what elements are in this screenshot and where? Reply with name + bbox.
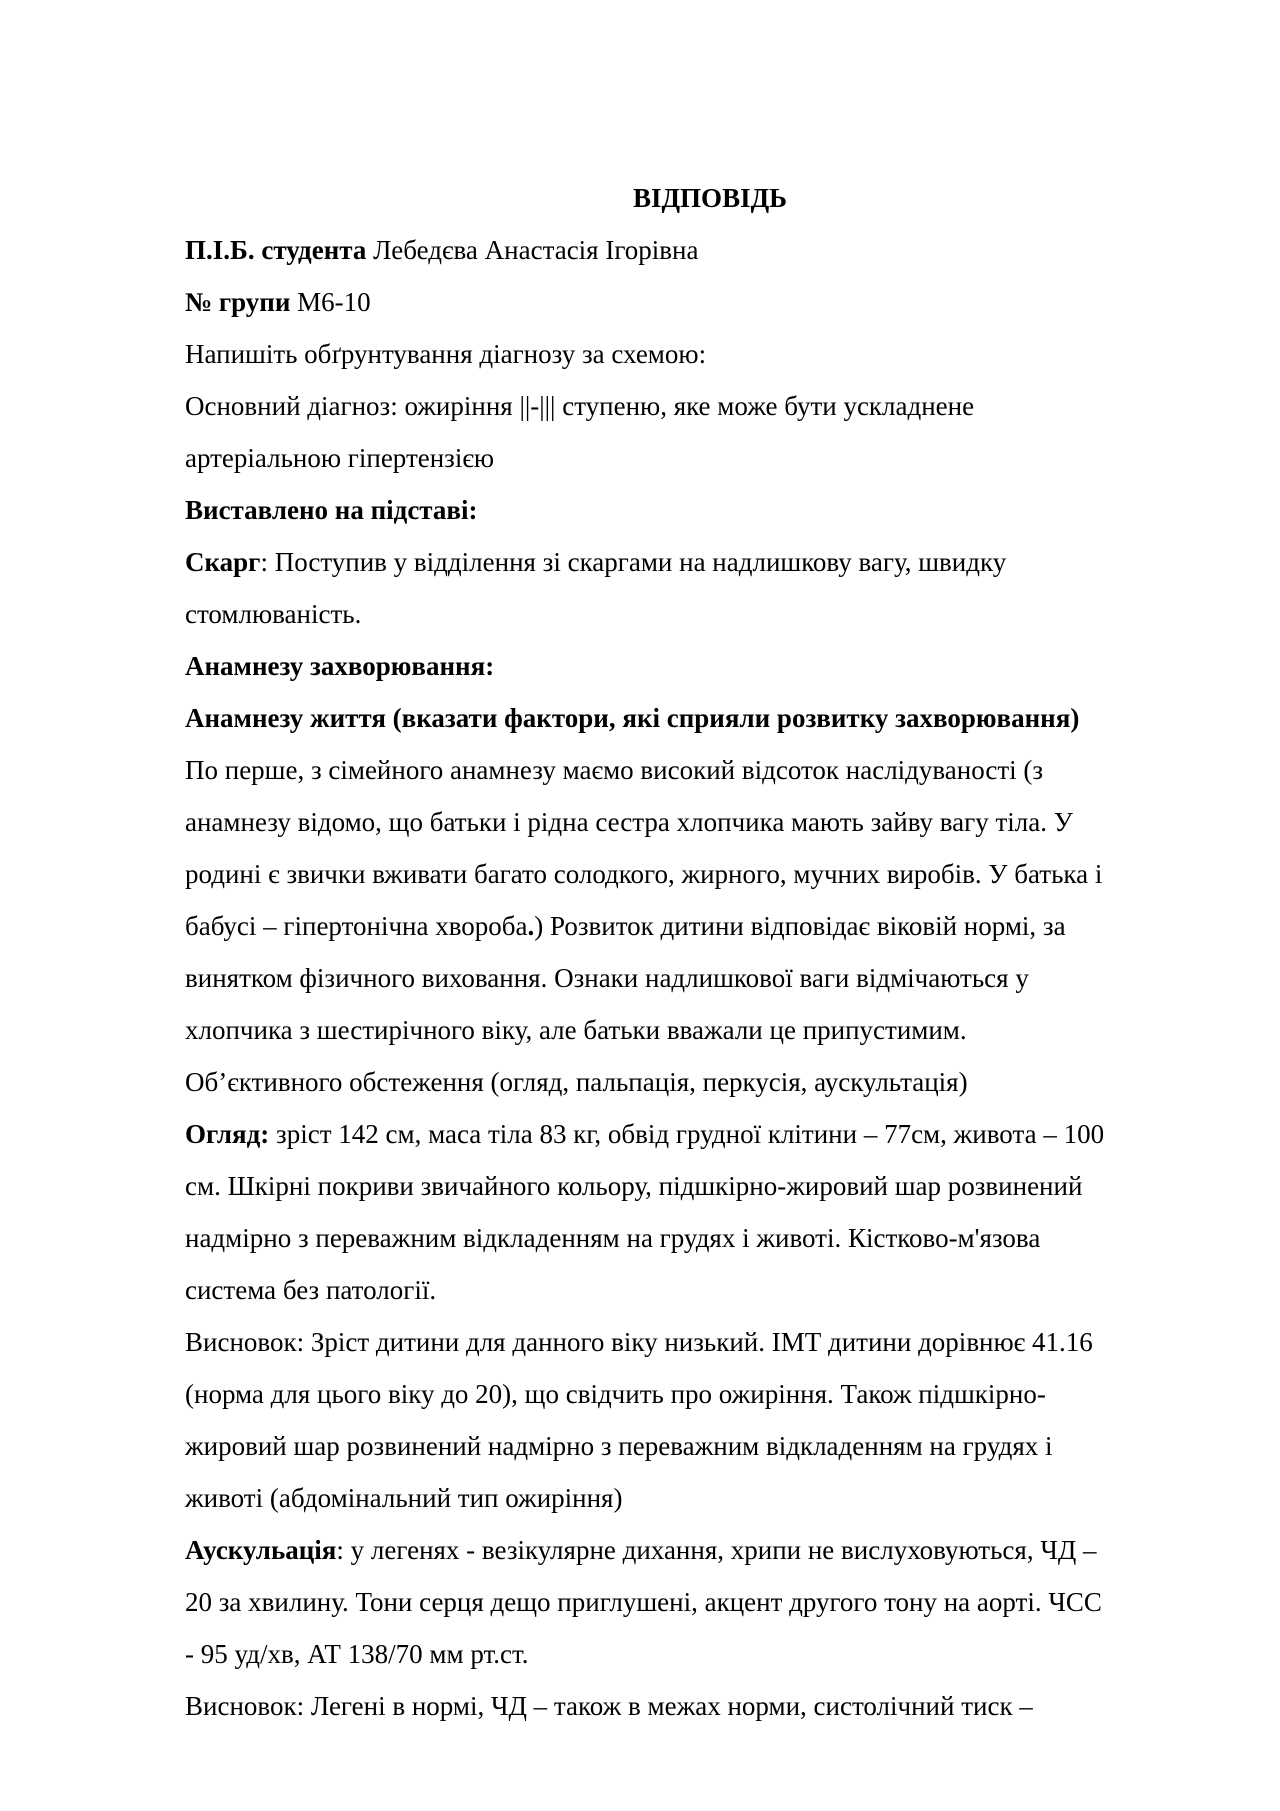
- complaints-label: Скарг: [185, 547, 261, 577]
- instruction-text: Напишіть обґрунтування діагнозу за схемою:: [185, 339, 707, 369]
- exam-line-3: надмірно з переважним відкладенням на грудях і животі. Кістково-м'язова: [185, 1223, 1041, 1253]
- life-history-bold-dot: .: [527, 911, 535, 941]
- complaints-line-1: [185, 536, 1205, 588]
- life-history-line-1: По перше, з сімейного анамнезу маємо високий відсоток наслідуваності (з: [185, 755, 1044, 785]
- life-history-line-4: [185, 900, 1205, 952]
- exam-label: Огляд:: [185, 1119, 270, 1149]
- life-history-line-4-start: бабусі – гіпертонічна хвороба: [185, 911, 528, 941]
- life-history-line-3: родині є звички вживати багато солодкого, жирного, мучних виробів. У батька і: [185, 859, 1103, 889]
- objective-exam-heading: Об’єктивного обстеження (огляд, пальпація, перкусія, аускультація): [185, 1067, 968, 1097]
- disease-history-heading: Анамнезу захворювання:: [185, 651, 495, 681]
- conclusion-1-line-4: животі (абдомінальний тип ожиріння): [185, 1483, 623, 1513]
- auscultation-line-1: [185, 1524, 1205, 1576]
- group-number: М6-10: [290, 287, 371, 317]
- conclusion-1-line-3: жировий шар розвинений надмірно з переважним відкладенням на грудях і: [185, 1431, 1053, 1461]
- group-line: [185, 276, 1205, 328]
- exam-line-2: см. Шкірні покриви звичайного кольору, підшкірно-жировий шар розвинений: [185, 1171, 1083, 1201]
- conclusion-1-line-1: Висновок: Зріст дитини для данного віку низький. ІМТ дитини дорівнює 41.16: [185, 1327, 1093, 1357]
- document-title: ВІДПОВІДЬ: [632, 183, 788, 213]
- complaints-line-2: стомлюваність.: [185, 599, 362, 629]
- complaints-text: : Поступив у відділення зі скаргами на надлишкову вагу, швидку: [260, 547, 1007, 577]
- student-label: П.І.Б. студента: [185, 235, 367, 265]
- exam-line-1: [185, 1108, 1205, 1160]
- conclusion-1-line-2: (норма для цього віку до 20), що свідчить про ожиріння. Також підшкірно-: [185, 1379, 1046, 1409]
- group-label: № групи: [185, 287, 291, 317]
- conclusion-2-line-1: Висновок: Легені в нормі, ЧД – також в межах норми, систолічний тиск –: [185, 1691, 1033, 1721]
- diagnosis-line-2: артеріальною гіпертензією: [185, 443, 495, 473]
- exam-line-4: система без патології.: [185, 1275, 437, 1305]
- life-history-line-2: анамнезу відомо, що батьки і рідна сестра хлопчика мають зайву вагу тіла. У: [185, 807, 1073, 837]
- life-history-line-5: винятком фізичного виховання. Ознаки надлишкової ваги відмічаються у: [185, 963, 1029, 993]
- auscultation-label: Аускульація: [185, 1535, 337, 1565]
- document-body: [185, 172, 1205, 1732]
- auscultation-text: : у легенях - везікулярне дихання, хрипи не вислуховуються, ЧД –: [336, 1535, 1097, 1565]
- life-history-line-4-end: ) Розвиток дитини відповідає віковій нормі, за: [534, 911, 1066, 941]
- student-name: Лебедєва Анастасія Ігорівна: [366, 235, 699, 265]
- life-history-line-6: хлопчика з шестирічного віку, але батьки вважали це припустимим.: [185, 1015, 967, 1045]
- basis-heading: Виставлено на підставі:: [185, 495, 478, 525]
- exam-text: зріст 142 см, маса тіла 83 кг, обвід грудної клітини – 77см, живота – 100: [269, 1119, 1105, 1149]
- auscultation-line-2: 20 за хвилину. Тони серця дещо приглушені, акцент другого тону на аорті. ЧСС: [185, 1587, 1102, 1617]
- life-history-heading: Анамнезу життя (вказати фактори, які сприяли розвитку захворювання): [185, 703, 1080, 733]
- diagnosis-line-1: Основний діагноз: ожиріння ||-||| ступеню, яке може бути ускладнене: [185, 391, 975, 421]
- student-name-line: [185, 224, 1205, 276]
- auscultation-line-3: - 95 уд/хв, АТ 138/70 мм рт.ст.: [185, 1639, 529, 1669]
